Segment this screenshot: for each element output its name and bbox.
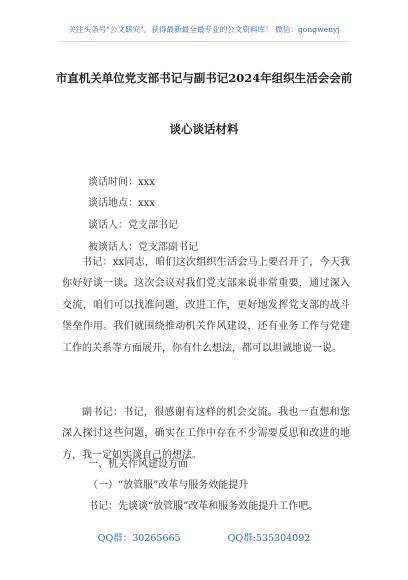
paragraph-secretary-question: 书记：先谈谈“放管服”改革和服务效能提升工作吧。 — [88, 501, 319, 512]
paragraph-deputy-response: 副书记：书记，很感谢有这样的机会交流。我也一直想和您深入探讨这些问题，确实在工作中存在不少需要反思和改进的地方，我一定如实谈自己的想法。 — [62, 407, 350, 461]
header-divider — [58, 41, 350, 42]
paragraph-secretary-opening: 书记：xx同志，咱们这次组织生活会马上要召开了，今天我你好好谈一谈。这次会议对我们党支部来说非常重要，通过深入交流，咱们可以找准问题，改进工作，更好地发挥党支部的战斗堡垒作用。我们就围绕推动机关作风建设，还有业务工作与党建工作的关系等方面展开，你有什么想法，都可以坦诚地说一说。 — [62, 257, 350, 354]
footer-contact — [0, 530, 408, 544]
header-banner: 关注头条号"公文研究"，获得最新最全最专业的公文资料库！ 微信：gongwenyj — [68, 25, 340, 34]
meta-conversation-location: 谈话地点：xxx — [88, 198, 155, 209]
document-title-line-2: 谈心谈话材料 — [169, 122, 239, 136]
footer-qq-group-2: QQ群:535304092 — [227, 533, 311, 544]
subsection-heading: （一）“放管服”改革与服务效能提升 — [88, 480, 249, 491]
meta-interviewer: 谈话人：党支部书记 — [88, 220, 178, 231]
meta-interviewee: 被谈话人：党支部副书记 — [88, 242, 198, 253]
section-heading: 一、机关作风建设方面 — [88, 459, 188, 470]
document-title-line-1: 市直机关单位党支部书记与副书记2024年组织生活会会前 — [55, 71, 353, 85]
meta-conversation-time: 谈话时间：xxx — [88, 177, 155, 188]
footer-qq-group-1: QQ群：30265665 — [97, 533, 181, 544]
